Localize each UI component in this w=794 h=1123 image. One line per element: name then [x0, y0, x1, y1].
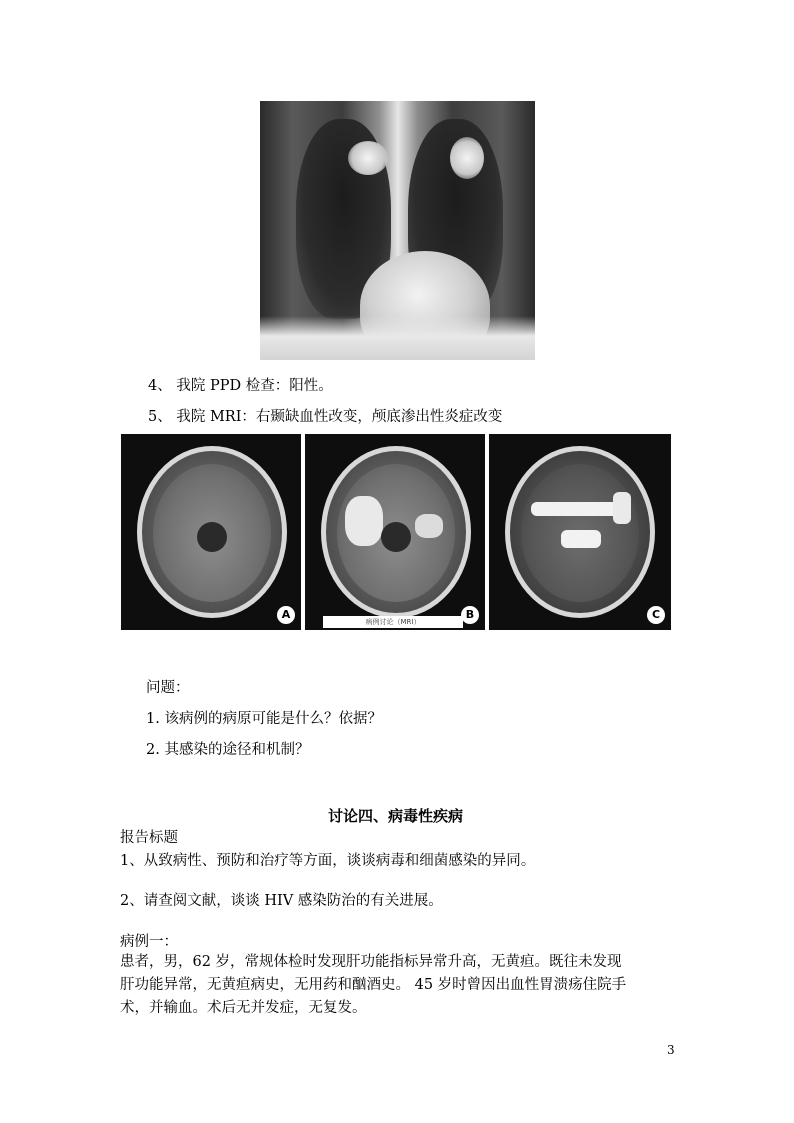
- case-line: 术，并输血。术后无并发症，无复发。: [120, 1000, 367, 1016]
- mri-brainstem: [381, 522, 411, 552]
- panel-label: B: [461, 606, 479, 624]
- list-item-5: 5、 我院 MRI：右颞缺血性改变，颅底渗出性炎症改变: [148, 409, 503, 425]
- case-title: 病例一：: [120, 934, 178, 950]
- mri-panel-a: [121, 434, 301, 630]
- question-item: 1. 该病例的病原可能是什么？依据？: [146, 711, 382, 727]
- page-number: 3: [667, 1043, 675, 1057]
- mri-caption: 病例讨论（MRI）: [323, 616, 463, 628]
- xray-lesion: [348, 141, 388, 175]
- mri-lesion: [415, 514, 443, 538]
- report-item: 1、从致病性、预防和治疗等方面，谈谈病毒和细菌感染的异同。: [120, 853, 536, 869]
- mri-brainstem: [197, 522, 227, 552]
- mri-panel-c: [489, 434, 671, 630]
- panel-label: C: [647, 606, 665, 624]
- panel-label: A: [277, 606, 295, 624]
- question-item: 2. 其感染的途径和机制？: [146, 742, 310, 758]
- report-item: 2、请查阅文献，谈谈 HIV 感染防治的有关进展。: [120, 893, 443, 909]
- chest-xray-figure: [260, 101, 535, 360]
- case-line: 肝功能异常，无黄疸病史，无用药和酗酒史。 45 岁时曾因出血性胃溃疡住院手: [120, 977, 627, 993]
- section-title: 讨论四、病毒性疾病: [328, 807, 464, 825]
- mri-lesion: [345, 496, 383, 546]
- xray-diaphragm: [260, 316, 535, 360]
- xray-lesion: [450, 137, 484, 179]
- case-line: 患者，男，62 岁，常规体检时发现肝功能指标异常升高，无黄疸。既往未发现: [120, 954, 622, 970]
- questions-title: 问题：: [146, 680, 190, 696]
- mri-panel-b: [305, 434, 485, 630]
- mri-enhancement: [561, 530, 601, 548]
- mri-enhancement: [613, 492, 631, 524]
- report-title: 报告标题: [120, 830, 178, 846]
- list-item-4: 4、 我院 PPD 检查：阳性。: [148, 378, 333, 394]
